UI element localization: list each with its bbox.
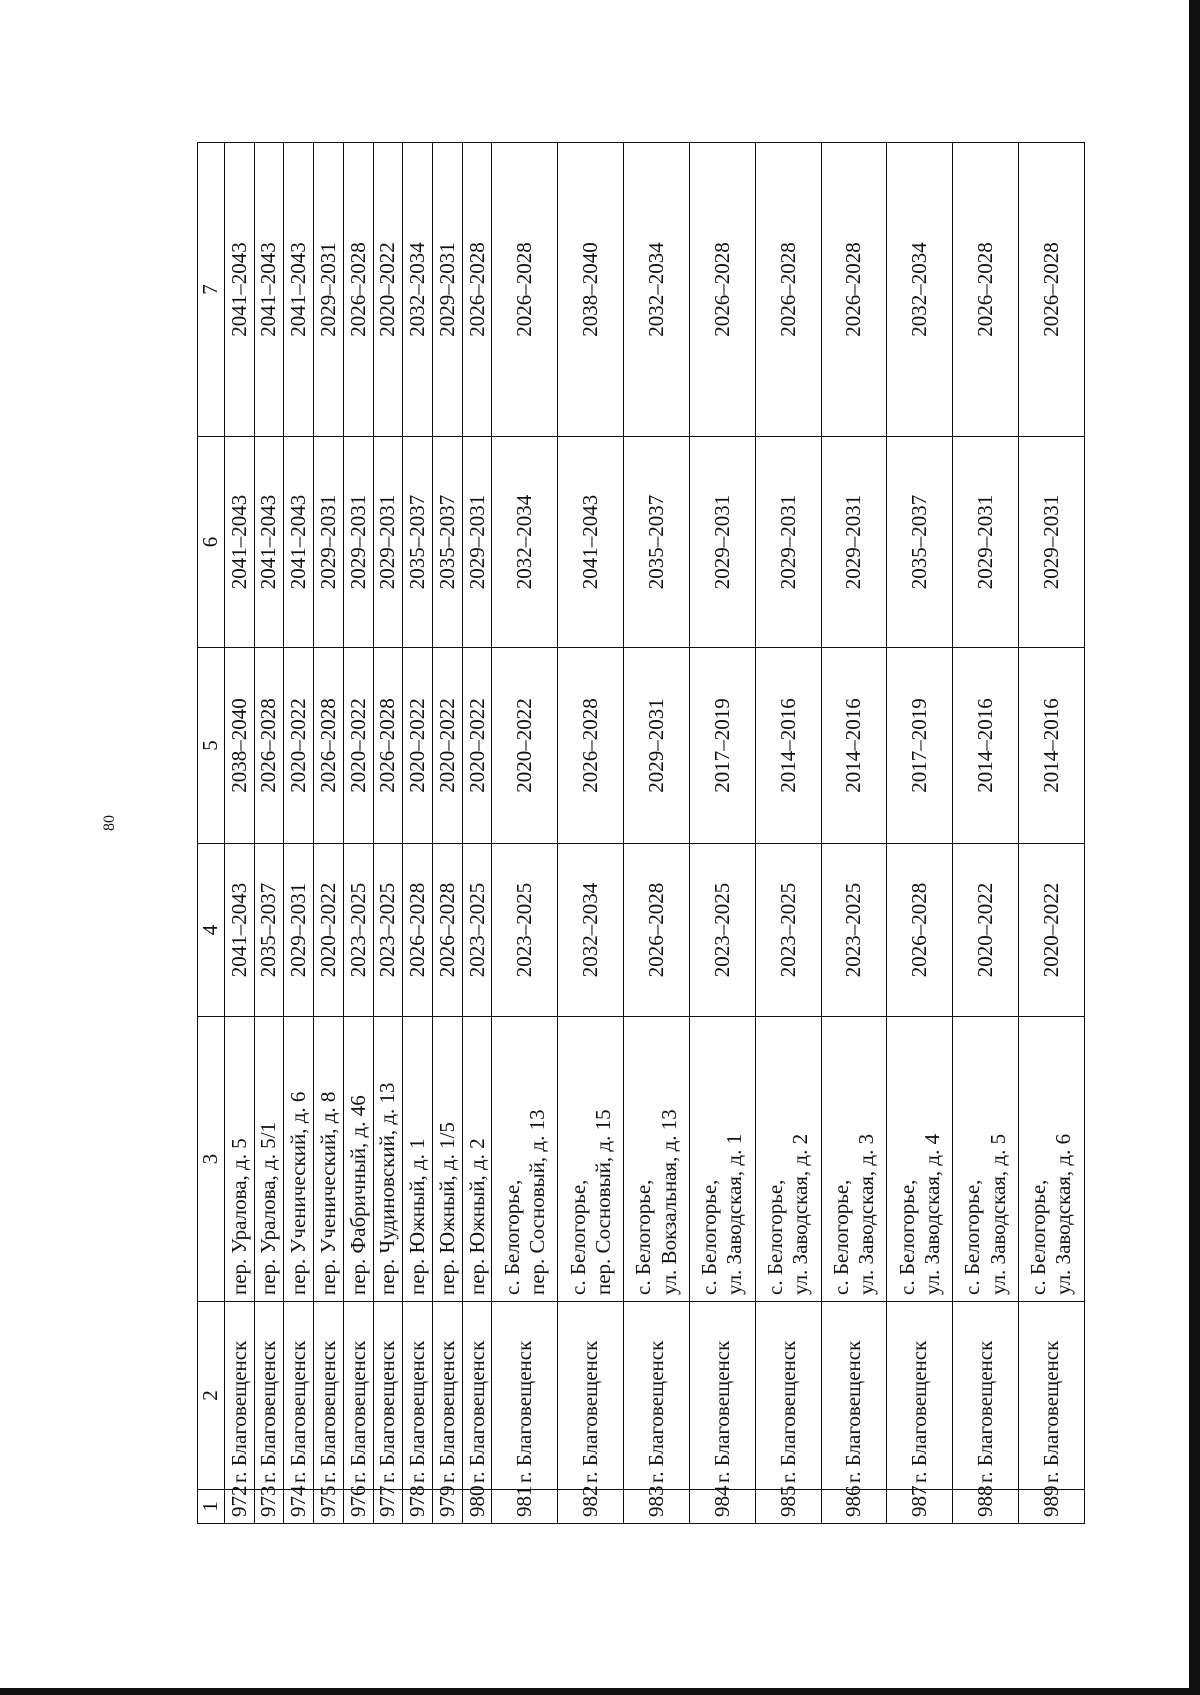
table-row (403, 143, 433, 1524)
address-line: ул. Заводская, д. 1 (722, 1133, 747, 1295)
period-col-4: 2023–2025 (462, 844, 492, 1017)
period-col-5: 2026–2028 (558, 648, 624, 844)
address-line: пер. Южный, д. 1 (405, 1138, 430, 1295)
table-header-row (198, 143, 225, 1524)
address-cell (755, 1017, 821, 1302)
address-cell (1018, 1017, 1084, 1302)
table-row (284, 143, 314, 1524)
period-col-6: 2032–2034 (492, 437, 558, 648)
city-cell: г. Благовещенск (314, 1302, 344, 1490)
address-line: с. Белогорье, (697, 1179, 722, 1295)
table-body (225, 143, 1085, 1524)
scan-edge-bottom (0, 1688, 1200, 1695)
period-col-6: 2029–2031 (343, 437, 373, 648)
period-col-4: 2023–2025 (821, 844, 887, 1017)
period-col-5: 2026–2028 (373, 648, 403, 844)
period-col-6: 2029–2031 (462, 437, 492, 648)
city-cell: г. Благовещенск (462, 1302, 492, 1490)
period-col-7: 2041–2043 (284, 143, 314, 437)
address-line: с. Белогорье, (960, 1179, 985, 1295)
row-number: 983 (624, 1490, 690, 1524)
address-line: пер. Южный, д. 1/5 (434, 1121, 459, 1295)
address-cell (689, 1017, 755, 1302)
period-col-4: 2020–2022 (1018, 844, 1084, 1017)
period-col-7: 2041–2043 (225, 143, 255, 437)
period-col-4: 2035–2037 (254, 844, 284, 1017)
period-col-4: 2023–2025 (492, 844, 558, 1017)
address-cell (314, 1017, 344, 1302)
table-row (225, 143, 255, 1524)
period-col-7: 2026–2028 (755, 143, 821, 437)
city-cell: г. Благовещенск (887, 1302, 953, 1490)
row-number: 979 (433, 1490, 463, 1524)
period-col-6: 2035–2037 (403, 437, 433, 648)
address-line: с. Белогорье, (828, 1179, 853, 1295)
address-cell (558, 1017, 624, 1302)
period-col-7: 2026–2028 (821, 143, 887, 437)
period-col-7: 2029–2031 (433, 143, 463, 437)
period-col-6: 2029–2031 (1018, 437, 1084, 648)
period-col-7: 2026–2028 (462, 143, 492, 437)
address-cell (373, 1017, 403, 1302)
period-col-5: 2026–2028 (254, 648, 284, 844)
address-cell (403, 1017, 433, 1302)
city-cell: г. Благовещенск (689, 1302, 755, 1490)
period-col-5: 2017–2019 (887, 648, 953, 844)
row-number: 972 (225, 1490, 255, 1524)
row-number: 987 (887, 1490, 953, 1524)
period-col-5: 2020–2022 (343, 648, 373, 844)
city-cell: г. Благовещенск (821, 1302, 887, 1490)
city-cell: г. Благовещенск (558, 1302, 624, 1490)
address-line: с. Белогорье, (894, 1179, 919, 1295)
table-row (558, 143, 624, 1524)
table-row (433, 143, 463, 1524)
city-cell: г. Благовещенск (755, 1302, 821, 1490)
period-col-5: 2014–2016 (821, 648, 887, 844)
address-line: ул. Заводская, д. 3 (853, 1133, 878, 1295)
period-col-6: 2041–2043 (558, 437, 624, 648)
city-cell: г. Благовещенск (225, 1302, 255, 1490)
address-line: с. Белогорье, (762, 1179, 787, 1295)
period-col-4: 2023–2025 (373, 844, 403, 1017)
address-line: ул. Вокзальная, д. 13 (656, 1109, 681, 1295)
period-col-7: 2026–2028 (492, 143, 558, 437)
table-row (314, 143, 344, 1524)
period-col-5: 2020–2022 (433, 648, 463, 844)
address-cell (953, 1017, 1019, 1302)
period-col-4: 2023–2025 (689, 844, 755, 1017)
row-number: 984 (689, 1490, 755, 1524)
city-cell: г. Благовещенск (492, 1302, 558, 1490)
column-header-6: 6 (198, 437, 225, 648)
period-col-5: 2014–2016 (1018, 648, 1084, 844)
table-row (343, 143, 373, 1524)
period-col-7: 2032–2034 (624, 143, 690, 437)
table-row (254, 143, 284, 1524)
address-line: пер. Ученический, д. 6 (286, 1091, 311, 1295)
table-row (1018, 143, 1084, 1524)
period-col-7: 2026–2028 (1018, 143, 1084, 437)
city-cell: г. Благовещенск (343, 1302, 373, 1490)
period-col-4: 2020–2022 (314, 844, 344, 1017)
period-col-7: 2038–2040 (558, 143, 624, 437)
period-col-7: 2032–2034 (403, 143, 433, 437)
table-row (492, 143, 558, 1524)
row-number: 977 (373, 1490, 403, 1524)
row-number: 981 (492, 1490, 558, 1524)
address-line: пер. Чудиновский, д. 13 (375, 1082, 400, 1295)
period-col-5: 2020–2022 (403, 648, 433, 844)
period-col-6: 2041–2043 (225, 437, 255, 648)
period-col-7: 2026–2028 (953, 143, 1019, 437)
city-cell: г. Благовещенск (403, 1302, 433, 1490)
address-line: ул. Заводская, д. 6 (1051, 1133, 1076, 1295)
period-col-5: 2014–2016 (953, 648, 1019, 844)
period-col-6: 2041–2043 (284, 437, 314, 648)
address-line: пер. Сосновый, д. 13 (524, 1109, 549, 1295)
address-line: с. Белогорье, (499, 1179, 524, 1295)
row-number: 975 (314, 1490, 344, 1524)
period-col-5: 2020–2022 (284, 648, 314, 844)
column-header-1: 1 (198, 1490, 225, 1524)
period-col-4: 2026–2028 (403, 844, 433, 1017)
address-cell (433, 1017, 463, 1302)
table-row (624, 143, 690, 1524)
period-col-5: 2020–2022 (492, 648, 558, 844)
period-col-6: 2035–2037 (887, 437, 953, 648)
city-cell: г. Благовещенск (624, 1302, 690, 1490)
address-line: пер. Ученический, д. 8 (315, 1091, 340, 1295)
schedule-table (197, 142, 1085, 1524)
table-row (373, 143, 403, 1524)
page-number: 80 (101, 815, 118, 831)
period-col-5: 2038–2040 (225, 648, 255, 844)
table-row (953, 143, 1019, 1524)
period-col-4: 2026–2028 (624, 844, 690, 1017)
address-line: ул. Заводская, д. 5 (985, 1133, 1010, 1295)
city-cell: г. Благовещенск (284, 1302, 314, 1490)
address-line: пер. Фабричный, д. 46 (345, 1095, 370, 1295)
row-number: 978 (403, 1490, 433, 1524)
column-header-7: 7 (198, 143, 225, 437)
row-number: 973 (254, 1490, 284, 1524)
address-cell (225, 1017, 255, 1302)
period-col-7: 2032–2034 (887, 143, 953, 437)
period-col-4: 2041–2043 (225, 844, 255, 1017)
address-line: пер. Уралова, д. 5 (226, 1138, 251, 1295)
period-col-5: 2014–2016 (755, 648, 821, 844)
scan-edge-right (1189, 0, 1200, 1695)
address-cell (887, 1017, 953, 1302)
city-cell: г. Благовещенск (373, 1302, 403, 1490)
period-col-4: 2032–2034 (558, 844, 624, 1017)
column-header-2: 2 (198, 1302, 225, 1490)
period-col-6: 2041–2043 (254, 437, 284, 648)
row-number: 980 (462, 1490, 492, 1524)
address-cell (624, 1017, 690, 1302)
period-col-6: 2029–2031 (314, 437, 344, 648)
period-col-4: 2026–2028 (433, 844, 463, 1017)
address-cell (462, 1017, 492, 1302)
table-row (821, 143, 887, 1524)
period-col-5: 2020–2022 (462, 648, 492, 844)
table-row (689, 143, 755, 1524)
period-col-6: 2029–2031 (373, 437, 403, 648)
address-cell (254, 1017, 284, 1302)
period-col-4: 2029–2031 (284, 844, 314, 1017)
row-number: 985 (755, 1490, 821, 1524)
period-col-5: 2017–2019 (689, 648, 755, 844)
period-col-5: 2026–2028 (314, 648, 344, 844)
address-line: ул. Заводская, д. 4 (919, 1133, 944, 1295)
period-col-5: 2029–2031 (624, 648, 690, 844)
city-cell: г. Благовещенск (254, 1302, 284, 1490)
table-row (755, 143, 821, 1524)
address-line: пер. Сосновый, д. 15 (590, 1109, 615, 1295)
period-col-6: 2029–2031 (755, 437, 821, 648)
address-line: пер. Уралова, д. 5/1 (256, 1121, 281, 1295)
row-number: 974 (284, 1490, 314, 1524)
period-col-6: 2029–2031 (689, 437, 755, 648)
column-header-5: 5 (198, 648, 225, 844)
row-number: 982 (558, 1490, 624, 1524)
row-number: 988 (953, 1490, 1019, 1524)
address-line: пер. Южный, д. 2 (464, 1138, 489, 1295)
city-cell: г. Благовещенск (1018, 1302, 1084, 1490)
period-col-7: 2029–2031 (314, 143, 344, 437)
city-cell: г. Благовещенск (433, 1302, 463, 1490)
table-row (887, 143, 953, 1524)
address-cell (284, 1017, 314, 1302)
period-col-4: 2023–2025 (343, 844, 373, 1017)
period-col-6: 2035–2037 (624, 437, 690, 648)
period-col-6: 2035–2037 (433, 437, 463, 648)
row-number: 989 (1018, 1490, 1084, 1524)
row-number: 976 (343, 1490, 373, 1524)
row-number: 986 (821, 1490, 887, 1524)
period-col-4: 2020–2022 (953, 844, 1019, 1017)
address-line: ул. Заводская, д. 2 (788, 1133, 813, 1295)
period-col-7: 2026–2028 (689, 143, 755, 437)
city-cell: г. Благовещенск (953, 1302, 1019, 1490)
period-col-6: 2029–2031 (821, 437, 887, 648)
table-container (197, 143, 1085, 1524)
period-col-4: 2023–2025 (755, 844, 821, 1017)
period-col-6: 2029–2031 (953, 437, 1019, 648)
address-line: с. Белогорье, (1026, 1179, 1051, 1295)
period-col-7: 2026–2028 (343, 143, 373, 437)
address-line: с. Белогорье, (565, 1179, 590, 1295)
address-line: с. Белогорье, (631, 1179, 656, 1295)
period-col-7: 2041–2043 (254, 143, 284, 437)
address-cell (492, 1017, 558, 1302)
column-header-4: 4 (198, 844, 225, 1017)
address-cell (821, 1017, 887, 1302)
column-header-3: 3 (198, 1017, 225, 1302)
period-col-7: 2020–2022 (373, 143, 403, 437)
period-col-4: 2026–2028 (887, 844, 953, 1017)
table-row (462, 143, 492, 1524)
address-cell (343, 1017, 373, 1302)
